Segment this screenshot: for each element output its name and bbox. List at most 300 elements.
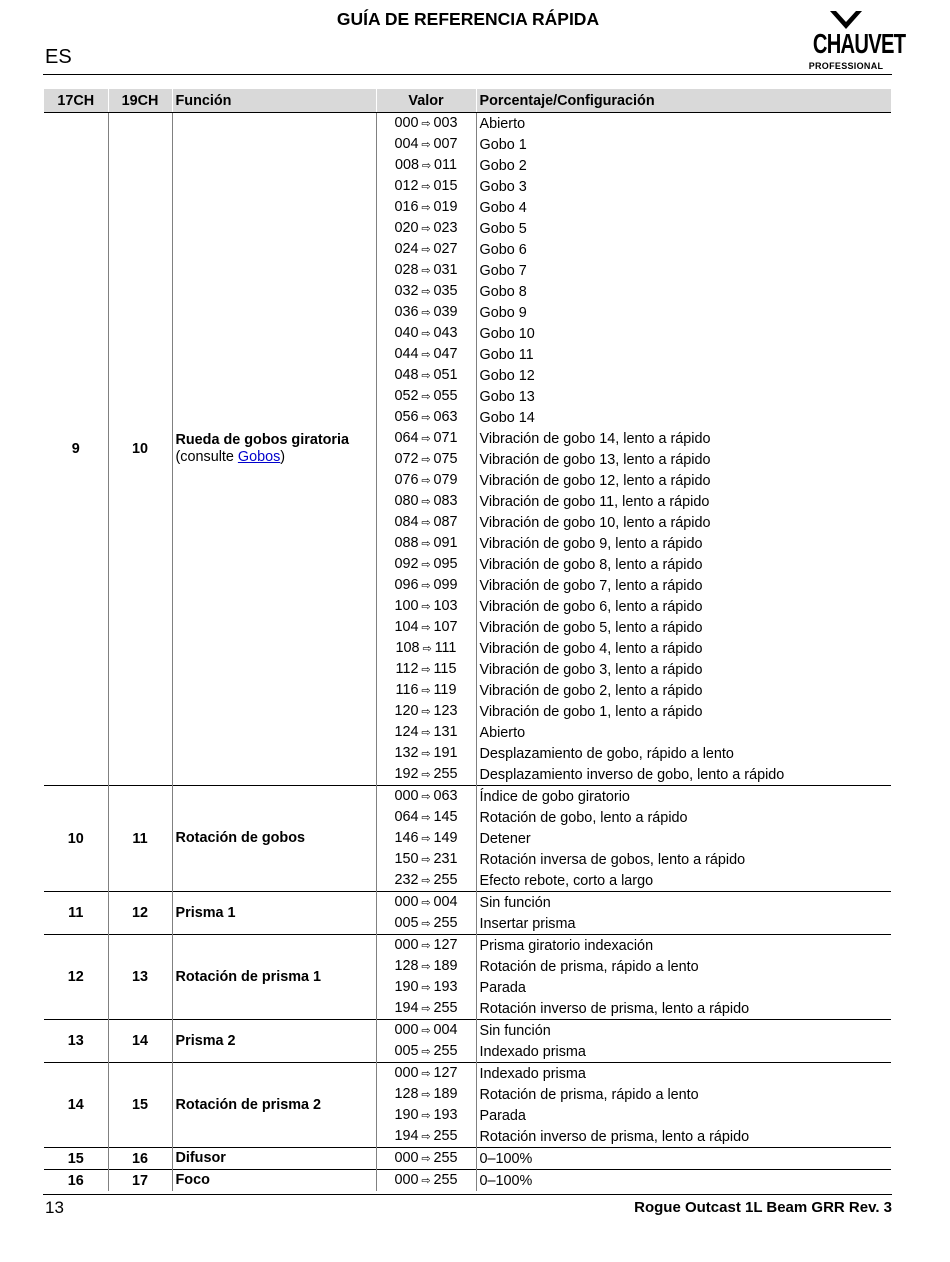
function-name (172, 113, 376, 786)
value-end: 047 (433, 346, 458, 362)
value-start: 012 (394, 178, 419, 194)
function-name (172, 1020, 376, 1063)
logo-wordmark: CHAUVET (812, 28, 906, 59)
function-label: Prisma 2 (175, 1032, 236, 1049)
value-start: 000 (394, 1150, 419, 1166)
setting-description: Gobo 5 (479, 220, 527, 237)
value-end: 063 (433, 788, 458, 804)
dmx-value-range (376, 1084, 476, 1105)
range-arrow-icon: ⇨ (421, 940, 431, 952)
range-arrow-icon: ⇨ (421, 1110, 431, 1122)
value-start: 044 (394, 346, 419, 362)
setting-description: Gobo 6 (479, 241, 527, 258)
channel-17ch: 15 (44, 1148, 108, 1170)
col-header-19ch: 19CH (108, 89, 172, 113)
value-end: 255 (433, 766, 458, 782)
setting-description: Vibración de gobo 13, lento a rápido (479, 451, 711, 468)
function-label: Difusor (175, 1150, 226, 1166)
range-arrow-icon: ⇨ (421, 685, 431, 697)
value-end: 051 (433, 367, 458, 383)
setting-description: Vibración de gobo 7, lento a rápido (479, 577, 703, 594)
value-start: 028 (394, 262, 419, 278)
range-arrow-icon: ⇨ (421, 223, 431, 235)
setting-description: Gobo 12 (479, 367, 535, 384)
setting-description: 0–100% (476, 1148, 891, 1170)
setting-description: Vibración de gobo 9, lento a rápido (479, 535, 703, 552)
table-row (44, 1020, 891, 1042)
value-end: 083 (433, 493, 458, 509)
setting-description: Abierto (479, 724, 526, 741)
function-note-prefix: (consulte (175, 449, 238, 465)
range-arrow-icon: ⇨ (421, 538, 431, 550)
table-row (44, 1148, 891, 1170)
dmx-value-range (376, 323, 476, 344)
range-arrow-icon: ⇨ (421, 1068, 431, 1080)
setting-description: Vibración de gobo 2, lento a rápido (479, 682, 703, 699)
channel-17ch: 11 (44, 892, 108, 935)
setting-description: Gobo 14 (479, 409, 535, 426)
dmx-value-range (376, 659, 476, 680)
value-start: 100 (394, 598, 419, 614)
value-end: 115 (433, 661, 457, 677)
value-start: 076 (394, 472, 419, 488)
table-row (44, 935, 891, 957)
value-end: 193 (433, 1107, 458, 1123)
dmx-value-range (376, 449, 476, 470)
setting-description: Vibración de gobo 12, lento a rápido (479, 472, 711, 489)
setting-description: Gobo 3 (479, 178, 527, 195)
dmx-value-range (376, 554, 476, 575)
value-start: 008 (395, 157, 420, 173)
channel-17ch: 12 (44, 935, 108, 1020)
value-end: 189 (433, 958, 458, 974)
value-start: 116 (395, 682, 419, 698)
dmx-value-range (376, 428, 476, 449)
function-label: Rueda de gobos giratoria (175, 432, 350, 448)
range-arrow-icon: ⇨ (421, 727, 431, 739)
range-arrow-icon: ⇨ (421, 854, 431, 866)
table-body (44, 113, 891, 1192)
setting-description: Vibración de gobo 10, lento a rápido (479, 514, 711, 531)
value-end: 055 (433, 388, 458, 404)
range-arrow-icon: ⇨ (421, 433, 431, 445)
value-end: 111 (434, 640, 457, 656)
dmx-value-range (376, 491, 476, 512)
value-end: 063 (433, 409, 458, 425)
dmx-value-range (376, 638, 476, 659)
value-end: 023 (433, 220, 458, 236)
value-end: 255 (433, 915, 458, 931)
dmx-value-range (376, 935, 476, 957)
dmx-value-range (376, 176, 476, 197)
setting-description: Vibración de gobo 14, lento a rápido (479, 430, 711, 447)
value-end: 043 (433, 325, 458, 341)
setting-description: Vibración de gobo 8, lento a rápido (479, 556, 703, 573)
range-arrow-icon: ⇨ (421, 833, 431, 845)
dmx-value-range (376, 407, 476, 428)
channel-17ch: 16 (44, 1170, 108, 1192)
table-row (44, 892, 891, 914)
setting-description: Gobo 8 (479, 283, 527, 300)
value-start: 020 (394, 220, 419, 236)
function-name (172, 935, 376, 1020)
setting-description: Parada (479, 1107, 526, 1124)
setting-description: Vibración de gobo 1, lento a rápido (479, 703, 703, 720)
value-start: 192 (394, 766, 419, 782)
dmx-value-range (376, 892, 476, 914)
dmx-value-range (376, 596, 476, 617)
setting-description: Gobo 2 (479, 157, 527, 174)
setting-description: Desplazamiento inverso de gobo, lento a rápido (479, 766, 785, 783)
setting-description: Gobo 1 (479, 136, 527, 153)
channel-19ch: 13 (108, 935, 172, 1020)
setting-description: Indexado prisma (476, 1063, 891, 1085)
function-label: Rotación de gobos (175, 830, 306, 846)
value-end: 095 (433, 556, 458, 572)
value-end: 039 (433, 304, 458, 320)
dmx-value-range (376, 512, 476, 533)
dmx-value-range (376, 828, 476, 849)
range-arrow-icon: ⇨ (421, 875, 431, 887)
range-arrow-icon: ⇨ (421, 769, 431, 781)
range-arrow-icon: ⇨ (421, 307, 431, 319)
function-name (172, 892, 376, 935)
setting-description: Vibración de gobo 5, lento a rápido (479, 619, 703, 636)
value-start: 016 (394, 199, 419, 215)
dmx-value-range (376, 386, 476, 407)
gobos-link[interactable]: Gobos (237, 449, 281, 465)
channel-19ch: 17 (108, 1170, 172, 1192)
setting-description: Gobo 7 (479, 262, 527, 279)
document-title: Rogue Outcast 1L Beam GRR Rev. 3 (634, 1199, 892, 1216)
value-start: 128 (394, 958, 419, 974)
value-end: 015 (433, 178, 458, 194)
value-end: 079 (433, 472, 458, 488)
dmx-value-range (376, 470, 476, 491)
value-start: 128 (394, 1086, 419, 1102)
table-header-row (44, 89, 891, 113)
range-arrow-icon: ⇨ (421, 961, 431, 973)
function-name (172, 1148, 376, 1170)
value-end: 087 (433, 514, 458, 530)
range-arrow-icon: ⇨ (421, 622, 431, 634)
dmx-value-range (376, 913, 476, 935)
setting-description: Prisma giratorio indexación (476, 935, 891, 957)
header-rule (43, 74, 892, 75)
setting-description: Efecto rebote, corto a largo (479, 872, 654, 889)
setting-description: Vibración de gobo 6, lento a rápido (479, 598, 703, 615)
range-arrow-icon: ⇨ (421, 370, 431, 382)
value-start: 124 (394, 724, 419, 740)
dmx-channel-table (44, 89, 891, 1191)
value-end: 231 (433, 851, 458, 867)
function-name (172, 786, 376, 892)
setting-description: Parada (479, 979, 526, 996)
value-end: 091 (433, 535, 458, 551)
value-start: 005 (394, 915, 419, 931)
value-start: 048 (394, 367, 419, 383)
setting-description: Rotación de prisma, rápido a lento (479, 1086, 699, 1103)
setting-description: Sin función (476, 1020, 891, 1042)
col-header-value: Valor (376, 89, 476, 113)
function-note-suffix: ) (280, 449, 286, 465)
range-arrow-icon: ⇨ (421, 391, 431, 403)
channel-19ch: 11 (108, 786, 172, 892)
setting-description: Gobo 9 (479, 304, 527, 321)
range-arrow-icon: ⇨ (421, 791, 431, 803)
setting-description: Abierto (479, 115, 526, 132)
setting-description: Rotación inverso de prisma, lento a rápido (479, 1128, 750, 1145)
value-start: 052 (394, 388, 419, 404)
dmx-value-range (376, 1170, 476, 1192)
range-arrow-icon: ⇨ (421, 580, 431, 592)
range-arrow-icon: ⇨ (421, 1003, 431, 1015)
range-arrow-icon: ⇨ (421, 601, 431, 613)
channel-19ch: 12 (108, 892, 172, 935)
dmx-value-range (376, 807, 476, 828)
language-code: ES (45, 46, 72, 68)
range-arrow-icon: ⇨ (421, 139, 431, 151)
dmx-value-range (376, 743, 476, 764)
value-start: 112 (395, 661, 419, 677)
value-end: 107 (433, 619, 458, 635)
value-end: 031 (433, 262, 458, 278)
value-start: 004 (394, 136, 419, 152)
value-start: 000 (394, 1172, 419, 1188)
range-arrow-icon: ⇨ (421, 244, 431, 256)
range-arrow-icon: ⇨ (421, 328, 431, 340)
range-arrow-icon: ⇨ (421, 812, 431, 824)
value-end: 007 (433, 136, 458, 152)
value-end: 255 (433, 1150, 458, 1166)
value-start: 096 (394, 577, 419, 593)
range-arrow-icon: ⇨ (421, 706, 431, 718)
channel-17ch: 14 (44, 1063, 108, 1148)
value-start: 120 (394, 703, 419, 719)
channel-19ch: 10 (108, 113, 172, 786)
function-label: Rotación de prisma 2 (175, 1096, 322, 1113)
function-label: Rotación de prisma 1 (175, 968, 322, 985)
setting-description: Gobo 10 (479, 325, 535, 342)
dmx-value-range (376, 701, 476, 722)
range-arrow-icon: ⇨ (421, 286, 431, 298)
value-start: 232 (394, 872, 419, 888)
value-end: 127 (433, 937, 458, 953)
dmx-value-range (376, 302, 476, 323)
value-end: 004 (433, 1022, 458, 1038)
setting-description: Vibración de gobo 3, lento a rápido (479, 661, 703, 678)
value-start: 194 (394, 1000, 419, 1016)
value-start: 036 (394, 304, 419, 320)
dmx-value-range (376, 977, 476, 998)
dmx-value-range (376, 281, 476, 302)
range-arrow-icon: ⇨ (421, 475, 431, 487)
value-end: 255 (433, 872, 458, 888)
dmx-value-range (376, 849, 476, 870)
value-start: 000 (394, 1065, 419, 1081)
range-arrow-icon: ⇨ (422, 643, 432, 655)
range-arrow-icon: ⇨ (421, 118, 431, 130)
setting-description: Sin función (476, 892, 891, 914)
value-end: 071 (433, 430, 458, 446)
dmx-value-range (376, 764, 476, 786)
dmx-value-range (376, 786, 476, 808)
dmx-value-range (376, 218, 476, 239)
value-end: 011 (434, 157, 457, 173)
value-start: 056 (394, 409, 419, 425)
table-row (44, 1170, 891, 1192)
value-end: 149 (433, 830, 458, 846)
dmx-value-range (376, 155, 476, 176)
range-arrow-icon: ⇨ (421, 1131, 431, 1143)
col-header-function: Función (172, 89, 376, 113)
value-start: 000 (394, 937, 419, 953)
setting-description: Gobo 13 (479, 388, 535, 405)
value-end: 131 (433, 724, 458, 740)
dmx-value-range (376, 239, 476, 260)
setting-description: Insertar prisma (479, 915, 576, 932)
channel-17ch: 9 (44, 113, 108, 786)
dmx-value-range (376, 956, 476, 977)
value-end: 035 (433, 283, 458, 299)
value-start: 132 (394, 745, 419, 761)
value-start: 088 (394, 535, 419, 551)
page-title: GUÍA DE REFERENCIA RÁPIDA (336, 9, 600, 29)
value-start: 000 (394, 1022, 419, 1038)
value-start: 072 (394, 451, 419, 467)
dmx-value-range (376, 113, 476, 135)
value-start: 064 (394, 430, 419, 446)
table-row (44, 1063, 891, 1085)
value-end: 099 (433, 577, 458, 593)
range-arrow-icon: ⇨ (421, 412, 431, 424)
setting-description: Vibración de gobo 4, lento a rápido (479, 640, 703, 657)
value-end: 255 (433, 1128, 458, 1144)
function-label: Prisma 1 (175, 904, 236, 921)
value-end: 255 (433, 1043, 458, 1059)
setting-description: Rotación de gobo, lento a rápido (479, 809, 688, 826)
range-arrow-icon: ⇨ (421, 982, 431, 994)
setting-description: Gobo 4 (479, 199, 527, 216)
range-arrow-icon: ⇨ (421, 202, 431, 214)
value-start: 064 (394, 809, 419, 825)
setting-description: Gobo 11 (479, 346, 534, 363)
function-name (172, 1063, 376, 1148)
setting-description: Desplazamiento de gobo, rápido a lento (479, 745, 734, 762)
dmx-value-range (376, 722, 476, 743)
dmx-value-range (376, 1063, 476, 1085)
setting-description: Rotación inversa de gobos, lento a rápido (479, 851, 746, 868)
setting-description: Rotación inverso de prisma, lento a rápido (479, 1000, 750, 1017)
value-end: 193 (433, 979, 458, 995)
range-arrow-icon: ⇨ (421, 918, 431, 930)
dmx-value-range (376, 680, 476, 701)
brand-logo (800, 11, 906, 71)
table-row (44, 786, 891, 808)
range-arrow-icon: ⇨ (421, 265, 431, 277)
value-start: 000 (394, 894, 419, 910)
value-start: 080 (394, 493, 419, 509)
channel-17ch: 13 (44, 1020, 108, 1063)
value-end: 123 (433, 703, 458, 719)
value-start: 040 (394, 325, 419, 341)
range-arrow-icon: ⇨ (421, 748, 431, 760)
setting-description: Rotación de prisma, rápido a lento (479, 958, 699, 975)
dmx-value-range (376, 998, 476, 1020)
dmx-value-range (376, 260, 476, 281)
value-end: 127 (433, 1065, 458, 1081)
logo-subtitle: PROFESSIONAL (808, 61, 884, 71)
function-name (172, 1170, 376, 1192)
range-arrow-icon: ⇨ (421, 1175, 431, 1187)
dmx-value-range (376, 365, 476, 386)
range-arrow-icon: ⇨ (421, 1025, 431, 1037)
value-end: 003 (433, 115, 458, 131)
channel-19ch: 16 (108, 1148, 172, 1170)
value-start: 000 (394, 115, 419, 131)
value-end: 191 (433, 745, 458, 761)
value-start: 032 (394, 283, 419, 299)
setting-description: Índice de gobo giratorio (476, 786, 891, 808)
range-arrow-icon: ⇨ (421, 349, 431, 361)
range-arrow-icon: ⇨ (421, 1046, 431, 1058)
setting-description: Indexado prisma (479, 1043, 586, 1060)
range-arrow-icon: ⇨ (421, 1089, 431, 1101)
range-arrow-icon: ⇨ (421, 181, 431, 193)
value-start: 150 (394, 851, 419, 867)
range-arrow-icon: ⇨ (421, 454, 431, 466)
value-start: 104 (394, 619, 419, 635)
range-arrow-icon: ⇨ (421, 496, 431, 508)
dmx-value-range (376, 197, 476, 218)
value-start: 194 (394, 1128, 419, 1144)
range-arrow-icon: ⇨ (421, 160, 432, 172)
dmx-value-range (376, 1041, 476, 1063)
setting-description: Vibración de gobo 11, lento a rápido (479, 493, 710, 510)
range-arrow-icon: ⇨ (421, 664, 431, 676)
range-arrow-icon: ⇨ (421, 517, 431, 529)
table-row (44, 113, 891, 135)
value-end: 103 (433, 598, 458, 614)
range-arrow-icon: ⇨ (421, 559, 431, 571)
dmx-value-range (376, 134, 476, 155)
function-label: Foco (175, 1172, 210, 1188)
range-arrow-icon: ⇨ (421, 1153, 431, 1165)
value-end: 255 (433, 1000, 458, 1016)
page-number: 13 (45, 1198, 64, 1217)
dmx-value-range (376, 1148, 476, 1170)
dmx-value-range (376, 533, 476, 554)
value-start: 005 (394, 1043, 419, 1059)
value-start: 190 (394, 979, 419, 995)
col-header-17ch: 17CH (44, 89, 108, 113)
value-end: 145 (433, 809, 458, 825)
value-start: 146 (394, 830, 419, 846)
value-end: 119 (433, 682, 457, 698)
value-start: 108 (395, 640, 420, 656)
channel-19ch: 14 (108, 1020, 172, 1063)
channel-17ch: 10 (44, 786, 108, 892)
value-end: 075 (433, 451, 458, 467)
value-end: 255 (433, 1172, 458, 1188)
dmx-value-range (376, 617, 476, 638)
dmx-value-range (376, 870, 476, 892)
setting-description: Detener (479, 830, 531, 847)
value-end: 027 (433, 241, 458, 257)
value-start: 024 (394, 241, 419, 257)
value-end: 004 (433, 894, 458, 910)
dmx-value-range (376, 575, 476, 596)
